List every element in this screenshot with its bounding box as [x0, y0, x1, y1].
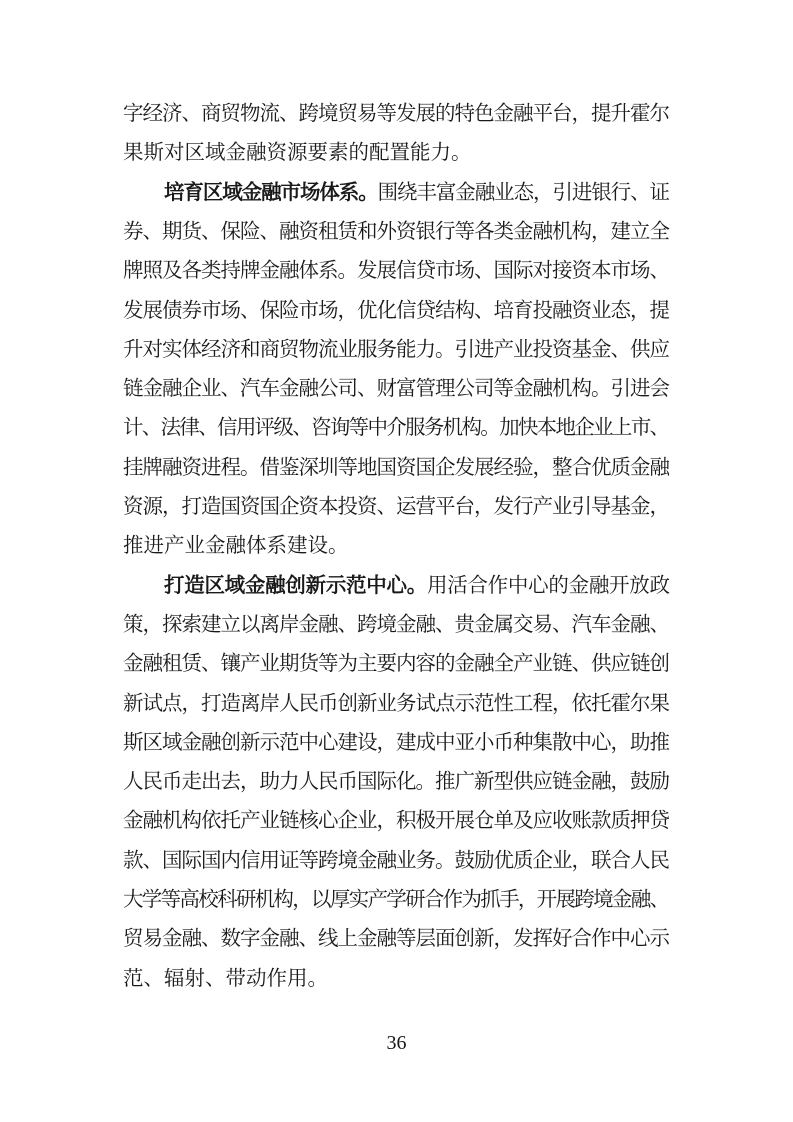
body-text-run: 券、期货、保险、融资租赁和外资银行等各类金融机构，建立全 — [123, 218, 669, 243]
body-text-run: 范、辐射、带动作用。 — [123, 965, 328, 990]
text-line — [0, 805, 793, 835]
text-line — [0, 530, 793, 560]
body-text-run: 挂牌融资进程。借鉴深圳等地国资国企发展经验，整合优质金融 — [123, 454, 669, 479]
line-content — [123, 727, 669, 757]
body-text-run: 斯区域金融创新示范中心建设，建成中亚小币种集散中心，助推 — [123, 729, 669, 754]
body-text-run: 发展债券市场、保险市场，优化信贷结构、培育投融资业态，提 — [123, 297, 669, 322]
line-content — [123, 373, 669, 403]
text-line — [0, 491, 793, 521]
text-line — [0, 884, 793, 914]
text-line — [0, 295, 793, 325]
text-line — [0, 727, 793, 757]
line-content — [123, 963, 328, 993]
line-content — [123, 845, 669, 875]
body-text-run: 金融租赁、镶产业期货等为主要内容的金融全产业链、供应链创 — [123, 651, 669, 676]
line-content — [123, 688, 669, 718]
line-content — [123, 295, 669, 325]
text-line — [0, 452, 793, 482]
body-text-run: 策，探索建立以离岸金融、跨境金融、贵金属交易、汽车金融、 — [123, 611, 669, 636]
body-text-run: 字经济、商贸物流、跨境贸易等发展的特色金融平台，提升霍尔 — [123, 101, 669, 125]
text-line — [0, 923, 793, 953]
body-text-run: 推进产业金融体系建设。 — [123, 533, 349, 558]
text-line — [0, 98, 793, 128]
body-text-run: 资源，打造国资国企资本投资、运营平台，发行产业引导基金， — [123, 494, 669, 518]
text-line — [0, 255, 793, 285]
line-content — [123, 648, 669, 678]
text-line — [0, 373, 793, 403]
line-content — [164, 570, 670, 600]
line-content — [123, 923, 669, 953]
body-text-run: 贸易金融、数字金融、线上金融等层面创新，发挥好合作中心示 — [123, 926, 669, 951]
line-content — [123, 452, 669, 482]
line-content — [123, 216, 669, 246]
line-content — [123, 412, 668, 442]
line-content — [123, 334, 669, 364]
body-text-run: 牌照及各类持牌金融体系。发展信贷市场、国际对接资本市场、 — [123, 258, 669, 283]
text-line — [0, 766, 793, 796]
body-text-run: 用活合作中心的金融开放政 — [426, 572, 670, 597]
text-line — [0, 609, 793, 639]
body-text-run: 新试点，打造离岸人民币创新业务试点示范性工程，依托霍尔果 — [123, 690, 669, 715]
line-content — [123, 530, 349, 560]
body-text-run: 升对实体经济和商贸物流业服务能力。引进产业投资基金、供应 — [123, 336, 669, 361]
body-text-run: 果斯对区域金融资源要素的配置能力。 — [123, 140, 472, 165]
body-text-run: 金融机构依托产业链核心企业，积极开展仓单及应收账款质押贷 — [123, 808, 669, 833]
text-line — [0, 216, 793, 246]
section-heading: 打造区域金融创新示范中心。 — [164, 572, 427, 597]
body-text-run: 链金融企业、汽车金融公司、财富管理公司等金融机构。引进会 — [123, 376, 669, 401]
text-line — [0, 137, 793, 167]
text-line — [0, 334, 793, 364]
line-content — [123, 609, 669, 639]
text-line — [0, 845, 793, 875]
body-text-run: 款、国际国内信用证等跨境金融业务。鼓励优质企业，联合人民 — [123, 847, 669, 872]
line-content — [123, 98, 669, 128]
line-content — [123, 491, 669, 521]
body-text-run: 围绕丰富金融业态，引进银行、证 — [377, 179, 669, 204]
line-content — [123, 255, 669, 285]
text-line — [0, 648, 793, 678]
text-line — [0, 688, 793, 718]
text-line — [0, 412, 793, 442]
line-content — [123, 884, 668, 914]
text-line — [0, 963, 793, 993]
line-content — [123, 805, 669, 835]
body-text-run: 计、法律、信用评级、咨询等中介服务机构。加快本地企业上市、 — [123, 415, 669, 440]
line-content — [164, 177, 669, 207]
paragraph-first-line — [0, 570, 793, 600]
body-text-run: 大学等高校科研机构，以厚实产学研合作为抓手，开展跨境金融、 — [123, 887, 669, 911]
body-text-run: 人民币走出去，助力人民币国际化。推广新型供应链金融，鼓励 — [123, 769, 669, 794]
line-content — [123, 766, 669, 796]
page-number: 36 — [386, 1032, 407, 1054]
section-heading: 培育区域金融市场体系。 — [164, 179, 378, 204]
paragraph-first-line — [0, 177, 793, 207]
line-content — [123, 137, 472, 167]
